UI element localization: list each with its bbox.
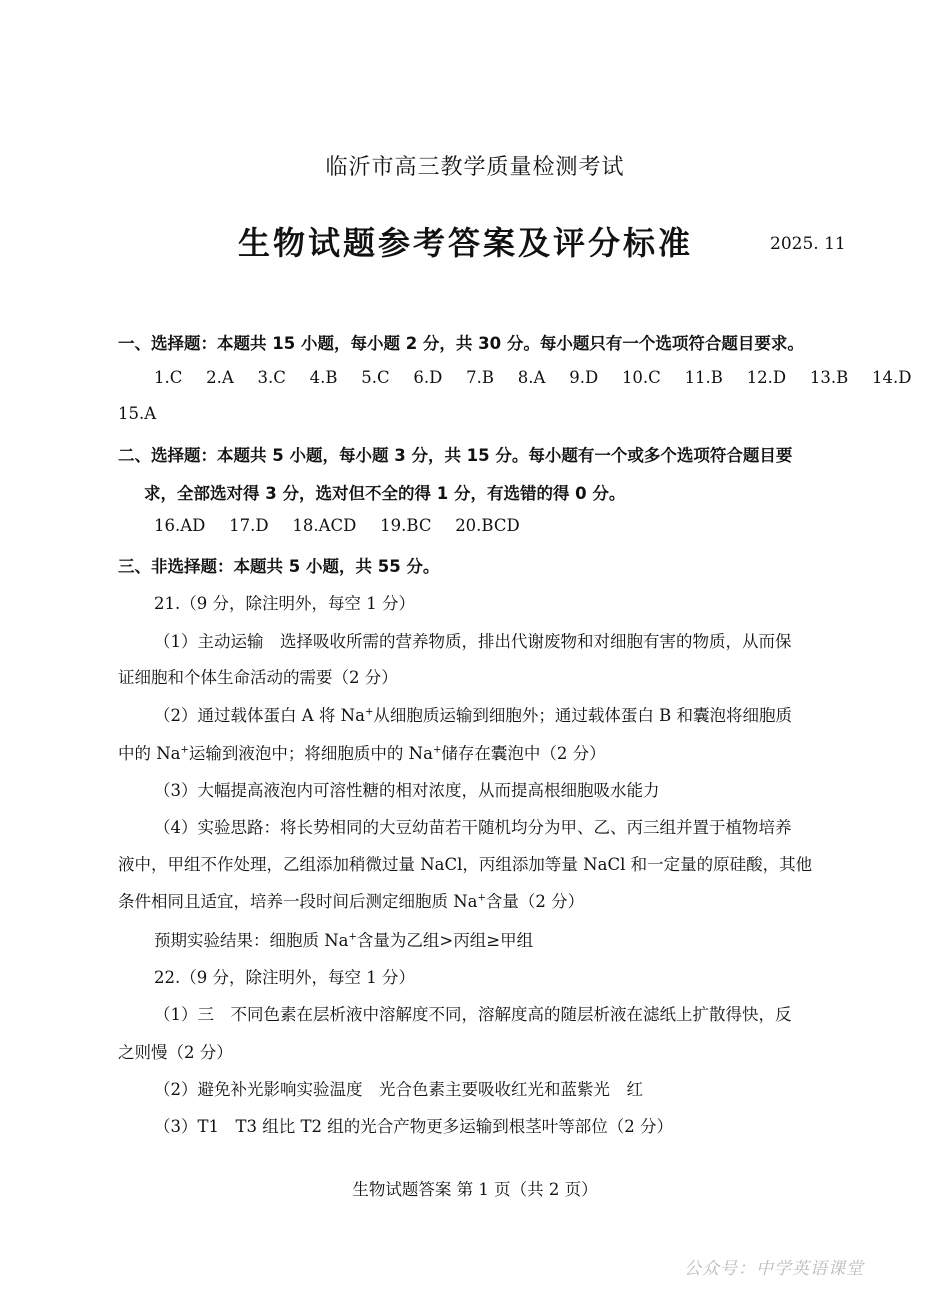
q21-expected-result: 预期实验结果：细胞质 Na+含量为乙组>丙组≥甲组	[154, 931, 534, 950]
answer-item: 9.D	[569, 368, 599, 387]
section2-heading-cont: 求，全部选对得 3 分，选对但不全的得 1 分，有选错的得 0 分。	[144, 484, 626, 503]
section3-heading: 三、非选择题：本题共 5 小题，共 55 分。	[118, 557, 440, 576]
q21-answer-4: （4）实验思路：将长势相同的大豆幼苗若干随机均分为甲、乙、丙三组并置于植物培养	[154, 818, 792, 837]
section1-heading: 一、选择题：本题共 15 小题，每小题 2 分，共 30 分。每小题只有一个选项符合题目要求。	[118, 334, 804, 353]
answer-item: 11.B	[684, 368, 723, 387]
answer-item: 2.A	[206, 368, 234, 387]
answer-item: 5.C	[361, 368, 390, 387]
q21-answer-2-cont: 中的 Na+运输到液泡中；将细胞质中的 Na+储存在囊泡中（2 分）	[118, 744, 606, 763]
answer-item: 18.ACD	[292, 516, 357, 535]
q21-answer-3: （3）大幅提高液泡内可溶性糖的相对浓度，从而提高根细胞吸水能力	[154, 781, 660, 800]
q21-answer-1: （1）主动运输 选择吸收所需的营养物质，排出代谢废物和对细胞有害的物质，从而保	[154, 632, 792, 651]
watermark: 公众号：中学英语课堂	[684, 1259, 864, 1279]
q22-answer-3: （3）T1 T3 组比 T2 组的光合产物更多运输到根茎叶等部位（2 分）	[154, 1117, 673, 1136]
section1-answers	[154, 368, 912, 387]
answer-item: 13.B	[809, 368, 849, 387]
exam-title: 临沂市高三教学质量检测考试	[325, 155, 625, 180]
page-footer: 生物试题答案 第 1 页（共 2 页）	[352, 1180, 598, 1199]
q21-answer-4-cont2: 条件相同且适宜，培养一段时间后测定细胞质 Na+含量（2 分）	[118, 892, 585, 911]
question-22-title: 22.（9 分，除注明外，每空 1 分）	[154, 968, 415, 987]
q21-answer-1-cont: 证细胞和个体生命活动的需要（2 分）	[118, 668, 398, 687]
answer-item: 15.A	[118, 404, 157, 423]
answer-item: 10.C	[621, 368, 661, 387]
answer-item: 20.BCD	[455, 516, 520, 535]
answer-item: 1.C	[154, 368, 183, 387]
answer-item: 14.D	[872, 368, 912, 387]
answer-item: 8.A	[517, 368, 546, 387]
section2-heading: 二、选择题：本题共 5 小题，每小题 3 分，共 15 分。每小题有一个或多个选项符合题目要	[118, 446, 793, 465]
answer-item: 6.D	[413, 368, 443, 387]
answer-item: 3.C	[257, 368, 286, 387]
answer-item: 12.D	[746, 368, 787, 387]
q22-answer-1-cont: 之则慢（2 分）	[118, 1043, 233, 1062]
section2-answers	[154, 516, 538, 535]
q22-answer-2: （2）避免补光影响实验温度 光合色素主要吸收红光和蓝紫光 红	[154, 1080, 643, 1099]
answer-item: 16.AD	[154, 516, 206, 535]
exam-date: 2025. 11	[770, 234, 846, 254]
q21-answer-4-cont: 液中，甲组不作处理，乙组添加稍微过量 NaCl，丙组添加等量 NaCl 和一定量的原硅酸，其他	[118, 855, 813, 874]
q22-answer-1: （1）三 不同色素在层析液中溶解度不同，溶解度高的随层析液在滤纸上扩散得快，反	[154, 1005, 792, 1024]
question-21-title: 21.（9 分，除注明外，每空 1 分）	[154, 594, 415, 613]
answer-item: 17.D	[229, 516, 269, 535]
answer-item: 19.BC	[380, 516, 432, 535]
q21-answer-2: （2）通过载体蛋白 A 将 Na+从细胞质运输到细胞外；通过载体蛋白 B 和囊泡将细胞质	[154, 706, 792, 725]
answer-item: 4.B	[309, 368, 338, 387]
answer-item: 7.B	[466, 368, 495, 387]
document-title: 生物试题参考答案及评分标准	[238, 224, 694, 262]
